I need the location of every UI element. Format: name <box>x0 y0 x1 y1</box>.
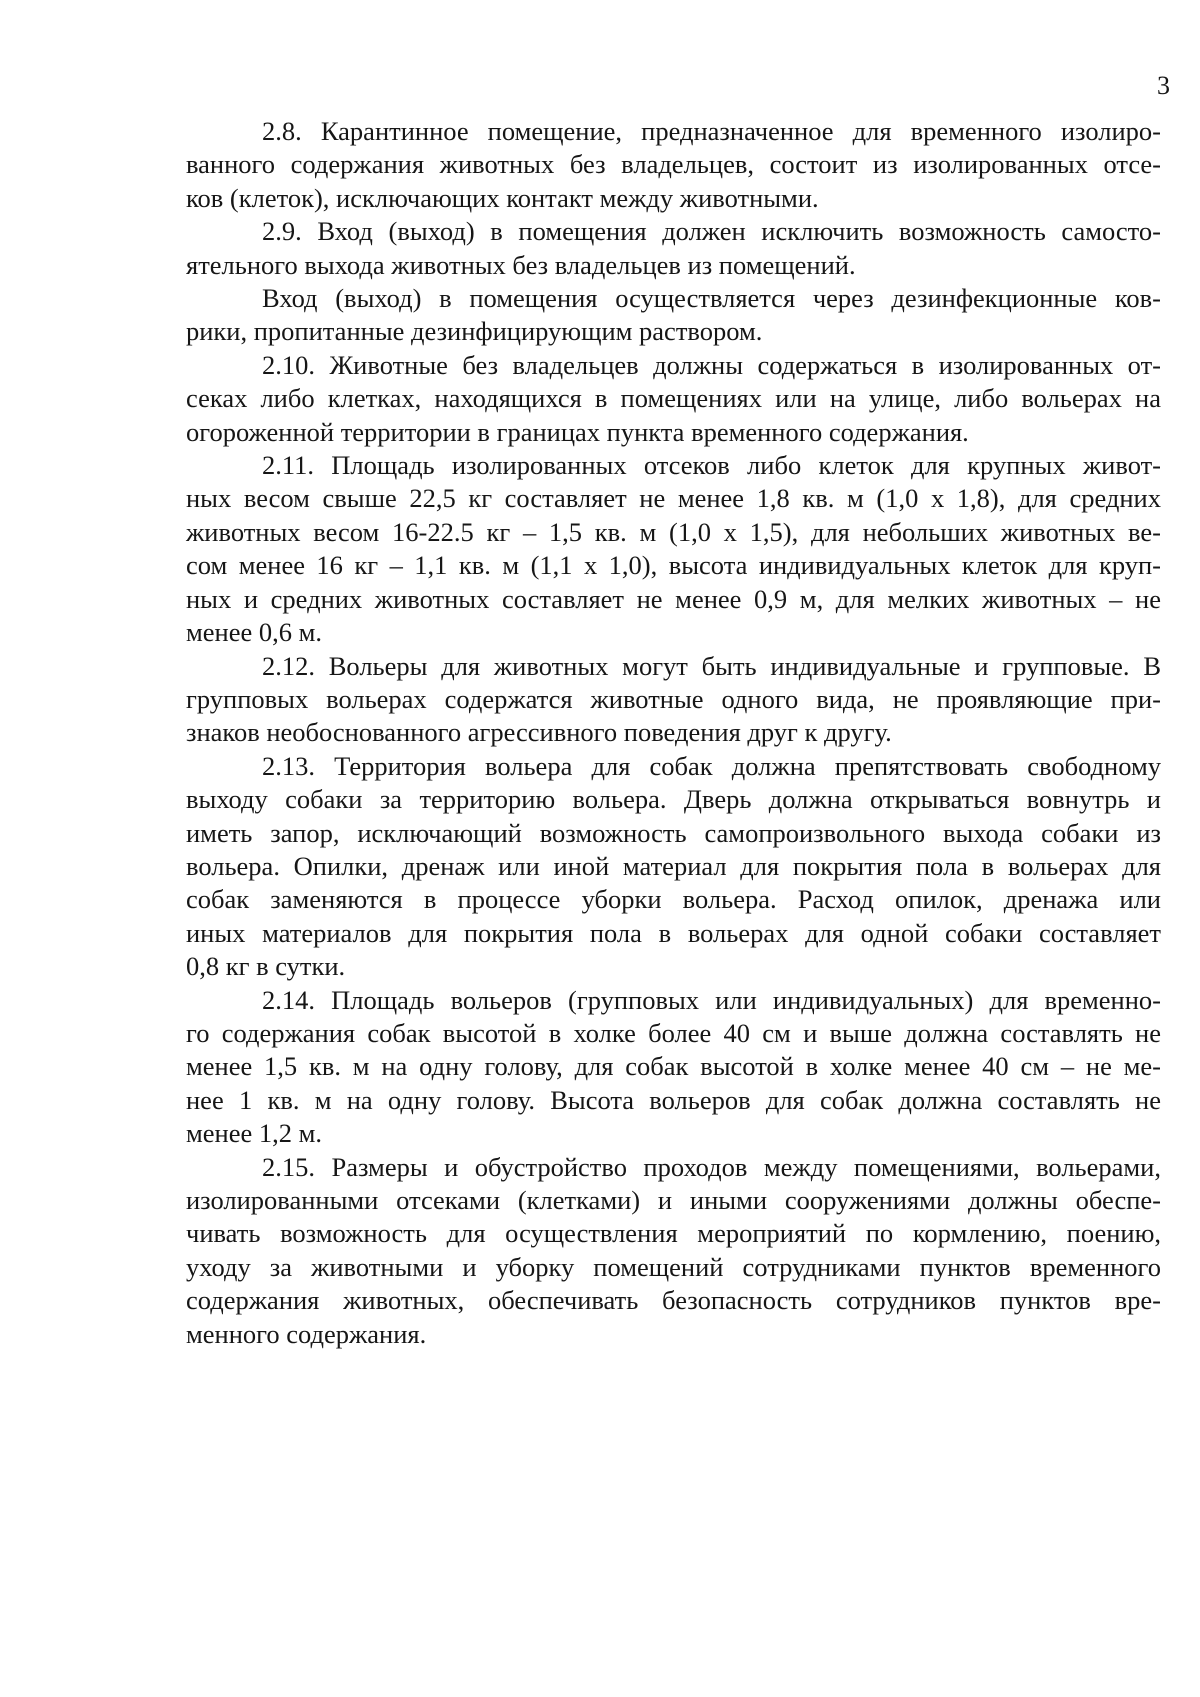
paragraph <box>186 449 1161 649</box>
paragraph <box>186 349 1161 449</box>
paragraph-line: 0,8 кг в сутки. <box>186 951 346 982</box>
paragraph-line: содержания животных, обеспечивать безопасность сотрудников пунктов вре- <box>186 1285 1161 1316</box>
paragraph-line: изолированными отсеками (клетками) и иными сооружениями должны обеспе- <box>186 1185 1161 1215</box>
paragraph-line: ванного содержания животных без владельцев, состоит из изолированных отсе- <box>186 149 1161 180</box>
paragraph-line: уходу за животными и уборку помещений сотрудниками пунктов временного <box>186 1251 1161 1282</box>
paragraph-line: нее 1 кв. м на одну голову. Высота вольеров для собак должна составлять не <box>186 1084 1161 1115</box>
paragraph-line: чивать возможность для осуществления мероприятий по кормлению, поению, <box>186 1218 1161 1249</box>
paragraph <box>186 1151 1161 1351</box>
paragraph-line: ков (клеток), исключающих контакт между животными. <box>186 182 819 213</box>
paragraph-line: менного содержания. <box>186 1318 427 1349</box>
paragraph-line: 2.9. Вход (выход) в помещения должен исключить возможность самосто- <box>262 216 1161 247</box>
paragraph-line: 2.15. Размеры и обустройство проходов между помещениями, вольерами, <box>262 1151 1161 1182</box>
paragraph-line: ных весом свыше 22,5 кг составляет не менее 1,8 кв. м (1,0 х 1,8), для средних <box>186 483 1161 514</box>
paragraph-line: 2.14. Площадь вольеров (групповых или индивидуальных) для временно- <box>262 984 1161 1015</box>
paragraph-line: иных материалов для покрытия пола в вольерах для одной собаки составляет <box>186 917 1161 948</box>
paragraph <box>186 750 1161 984</box>
paragraph <box>186 984 1161 1151</box>
paragraph-line: ных и средних животных составляет не менее 0,9 м, для мелких животных – не <box>186 583 1161 614</box>
paragraph-line: животных весом 16-22.5 кг – 1,5 кв. м (1,0 х 1,5), для небольших животных ве- <box>186 516 1161 547</box>
document-body <box>186 115 1161 1351</box>
paragraph-line: секах либо клетках, находящихся в помещениях или на улице, либо вольерах на <box>186 383 1161 414</box>
paragraph <box>186 650 1161 750</box>
paragraph-line: 2.11. Площадь изолированных отсеков либо клеток для крупных живот- <box>262 450 1161 481</box>
paragraph-line: ятельного выхода животных без владельцев из помещений. <box>186 249 856 280</box>
paragraph-line: менее 0,6 м. <box>186 617 323 648</box>
paragraph-line: собак заменяются в процессе уборки вольера. Расход опилок, дренажа или <box>186 884 1161 915</box>
paragraph-line: 2.13. Территория вольера для собак должна препятствовать свободному <box>262 750 1161 781</box>
paragraph-line: групповых вольерах содержатся животные одного вида, не проявляющие при- <box>186 683 1161 714</box>
paragraph-line: вольера. Опилки, дренаж или иной материал для покрытия пола в вольерах для <box>186 850 1161 881</box>
paragraph-line: огороженной территории в границах пункта временного содержания. <box>186 416 969 447</box>
page-number: 3 <box>1157 71 1170 100</box>
paragraph-line: менее 1,2 м. <box>186 1118 323 1149</box>
paragraph-line: 2.8. Карантинное помещение, предназначенное для временного изолиро- <box>262 116 1161 146</box>
paragraph <box>186 282 1161 349</box>
paragraph-line: 2.10. Животные без владельцев должны содержаться в изолированных от- <box>262 349 1161 380</box>
paragraph-line: иметь запор, исключающий возможность самопроизвольного выхода собаки из <box>186 817 1161 848</box>
paragraph-line: го содержания собак высотой в холке более 40 см и выше должна составлять не <box>186 1017 1161 1048</box>
paragraph-line: сом менее 16 кг – 1,1 кв. м (1,1 х 1,0), высота индивидуальных клеток для круп- <box>186 550 1161 581</box>
paragraph-line: 2.12. Вольеры для животных могут быть индивидуальные и групповые. В <box>262 650 1161 681</box>
paragraph <box>186 115 1161 215</box>
paragraph-line: рики, пропитанные дезинфицирующим раствором. <box>186 316 763 347</box>
paragraph-line: менее 1,5 кв. м на одну голову, для собак высотой в холке менее 40 см – не ме- <box>186 1051 1161 1082</box>
paragraph-line: Вход (выход) в помещения осуществляется через дезинфекционные ков- <box>262 283 1161 314</box>
paragraph-line: знаков необоснованного агрессивного поведения друг к другу. <box>186 717 892 748</box>
paragraph <box>186 215 1161 282</box>
paragraph-line: выходу собаки за территорию вольера. Дверь должна открываться вовнутрь и <box>186 784 1161 815</box>
